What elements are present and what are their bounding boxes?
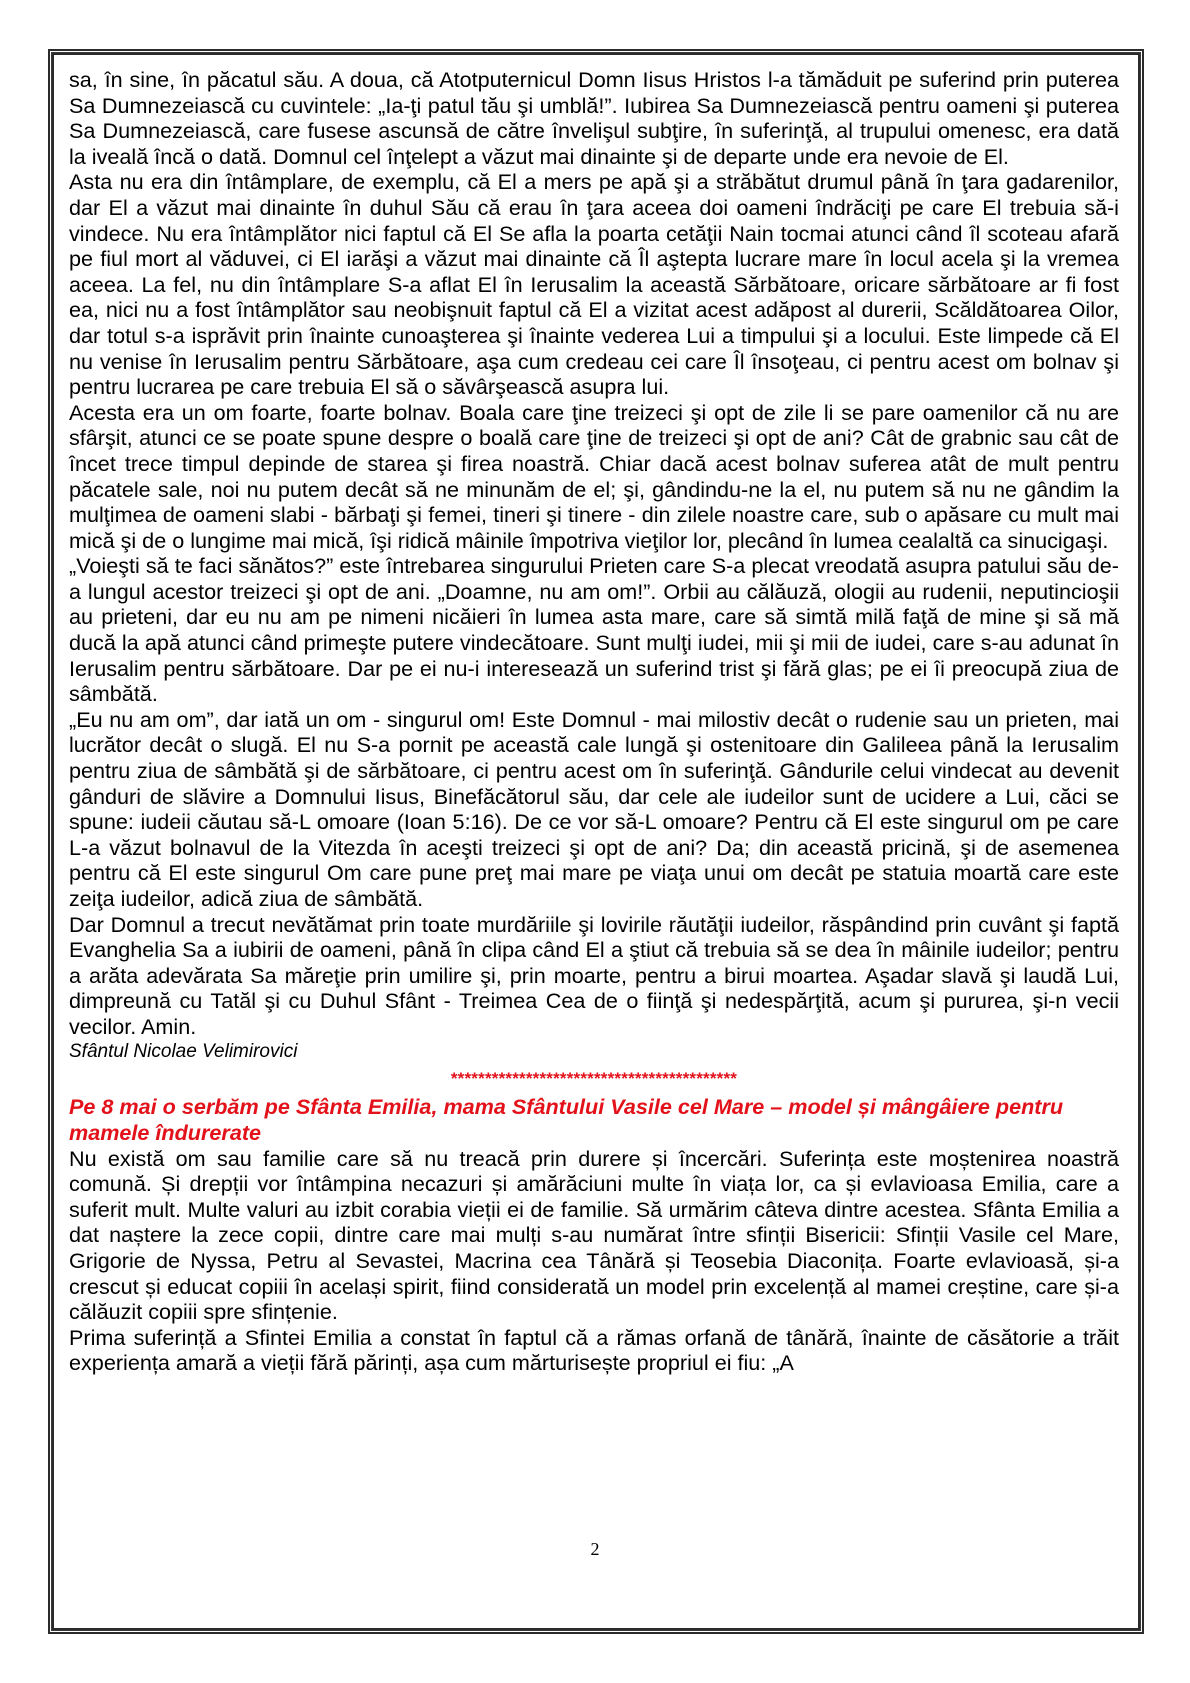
- page-number: 2: [590, 1539, 600, 1559]
- paragraph: sa, în sine, în păcatul său. A doua, că Atotputernicul Domn Iisus Hristos l-a tămăduit pe suferind prin puterea Sa Dumnezeiască cu cuvintele: „Ia-ţi patul tău şi umblă!”. Iubirea Sa Dumnezeiască pentru oameni şi puterea Sa Dumnezeiască, care fusese ascunsă de către învelişul subţire, în suferinţă, al trupului omenesc, era dată la iveală încă o dată. Domnul cel înţelept a văzut mai dinainte şi de departe unde era nevoie de El.: [69, 67, 1119, 169]
- paragraph: Nu există om sau familie care să nu treacă prin durere și încercări. Suferința este moștenirea noastră comună. Și drepții vor întâmpina necazuri și amărăciuni multe în viața lor, ca și evlavioasa Emilia, care a suferit mult. Multe valuri au izbit corabia vieții ei de familie. Să urmărim câteva dintre acestea. Sfânta Emilia a dat naștere la zece copii, dintre care mai mulți s-au numărat între sfinții Bisericii: Sfinții Vasile cel Mare, Grigorie de Nyssa, Petru al Sevastei, Macrina cea Tânără și Teosebia Diaconița. Foarte evlavioasă, și-a crescut și educat copiii în același spirit, fiind considerată un model prin excelență al mamei creștine, care și-a călăuzit copiii spre sfințenie.: [69, 1145, 1119, 1325]
- paragraph: Prima suferință a Sfintei Emilia a constat în faptul că a rămas orfană de tânără, înainte de căsătorie a trăit experiența amară a vieții fără părinți, așa cum mărturisește propriul ei fiu: „A: [69, 1324, 1119, 1376]
- paragraph: „Voieşti să te faci sănătos?” este întrebarea singurului Prieten care S-a plecat vreodată asupra patului său de-a lungul acestor treizeci şi opt de ani. „Doamne, nu am om!”. Orbii au călăuză, ologii au rudenii, neputincioşii au prieteni, dar eu nu am pe nimeni nicăieri în lumea asta mare, care să simtă milă faţă de mine şi să mă ducă la apă atunci când primeşte putere vindecătoare. Sunt mulţi iudei, mii şi mii de iudei, care s-au adunat în Ierusalim pentru sărbătoare. Dar pe ei nu-i interesează un suferind trist şi fără glas; pe ei îi preocupă ziua de sâmbătă.: [69, 553, 1119, 707]
- page-content: [69, 67, 1119, 1376]
- author-signature: Sfântul Nicolae Velimirovici: [69, 1040, 298, 1062]
- asterisk-separator: ******************************************: [450, 1068, 738, 1088]
- article-healing-paralytic: [69, 67, 1119, 1064]
- paragraph: „Eu nu am om”, dar iată un om - singurul om! Este Domnul - mai milostiv decât o rudenie sau un prieten, mai lucrător decât o slugă. El nu S-a pornit pe această cale lungă şi ostenitoare din Galileea până la Ierusalim pentru ziua de sâmbătă şi de sărbătoare, ci pentru acest om în suferinţă. Gândurile celui vindecat au devenit gânduri de slăvire a Domnului Iisus, Binefăcătorul său, dar cele ale iudeilor sunt de ucidere a Lui, căci se spune: iudeii căutau să-L omoare (Ioan 5:16). De ce vor să-L omoare? Pentru că El este singurul om pe care L-a văzut bolnavul de la Vitezda în aceşti treizeci şi opt de ani? Da; din această pricină, şi de asemenea pentru că El este singurul Om care pune preţ mai mare pe viaţa unui om decât pe statuia moartă care este zeiţa iudeilor, adică ziua de sâmbătă.: [69, 706, 1119, 911]
- article-saint-emilia: [69, 1094, 1119, 1376]
- paragraph: Asta nu era din întâmplare, de exemplu, că El a mers pe apă şi a străbătut drumul până în ţara gadarenilor, dar El a văzut mai dinainte în duhul Său că erau în ţara aceea doi oameni îndrăciţi pe care El trebuia să-i vindece. Nu era întâmplător nici faptul că El Se afla la poarta cetăţii Nain tocmai atunci când îl scoteau afară pe fiul mort al văduvei, ci El iarăşi a văzut mai dinainte că Îl aştepta lucrare mare în locul acela şi la vremea aceea. La fel, nu din întâmplare S-a aflat El în Ierusalim la această Sărbătoare, oricare sărbătoare ar fi fost ea, nici nu a fost întâmplător sau neobişnuit faptul că El a vizitat acest adăpost al durerii, Scăldătoarea Oilor, dar totul s-a isprăvit prin înainte cunoaşterea şi înainte vederea Lui a timpului şi a locului. Este limpede că El nu venise în Ierusalim pentru Sărbătoare, aşa cum credeau cei care Îl însoţeau, ci pentru acest om bolnav şi pentru lucrarea pe care trebuia El să o săvârşească asupra lui.: [69, 169, 1119, 400]
- paragraph: Dar Domnul a trecut nevătămat prin toate murdăriile şi lovirile răutăţii iudeilor, răspândind prin cuvânt şi faptă Evanghelia Sa a iubirii de oameni, până în clipa când El a ştiut că trebuia să se dea în mâinile iudeilor; pentru a arăta adevărata Sa măreţie prin umilire şi, prin moarte, pentru a birui moartea. Aşadar slavă şi laudă Lui, dimpreună cu Tatăl şi cu Duhul Sfânt - Treimea Cea de o fiinţă şi nedespărţită, acum şi pururea, şi-n vecii vecilor. Amin.: [69, 911, 1119, 1039]
- section-heading: Pe 8 mai o serbăm pe Sfânta Emilia, mama Sfântului Vasile cel Mare – model și mângâiere pentru mamele îndurerate: [69, 1093, 1064, 1145]
- paragraph: Acesta era un om foarte, foarte bolnav. Boala care ţine treizeci şi opt de zile li se pare oamenilor că nu are sfârşit, atunci ce se poate spune despre o boală care ţine de treizeci şi opt de ani? Cât de grabnic sau cât de încet trece timpul depinde de starea şi firea noastră. Chiar dacă acest bolnav suferea atât de mult pentru păcatele sale, noi nu putem decât să ne minunăm de el; şi, gândindu-ne la el, nu putem să nu ne gândim la mulţimea de oameni slabi - bărbaţi şi femei, tineri şi tinere - din zilele noastre care, sub o apăsare cu mult mai mică şi de o lungime mai mică, îşi ridică mâinile împotriva vieţilor lor, plecând în lumea cealaltă ca sinucigaşi.: [69, 399, 1119, 553]
